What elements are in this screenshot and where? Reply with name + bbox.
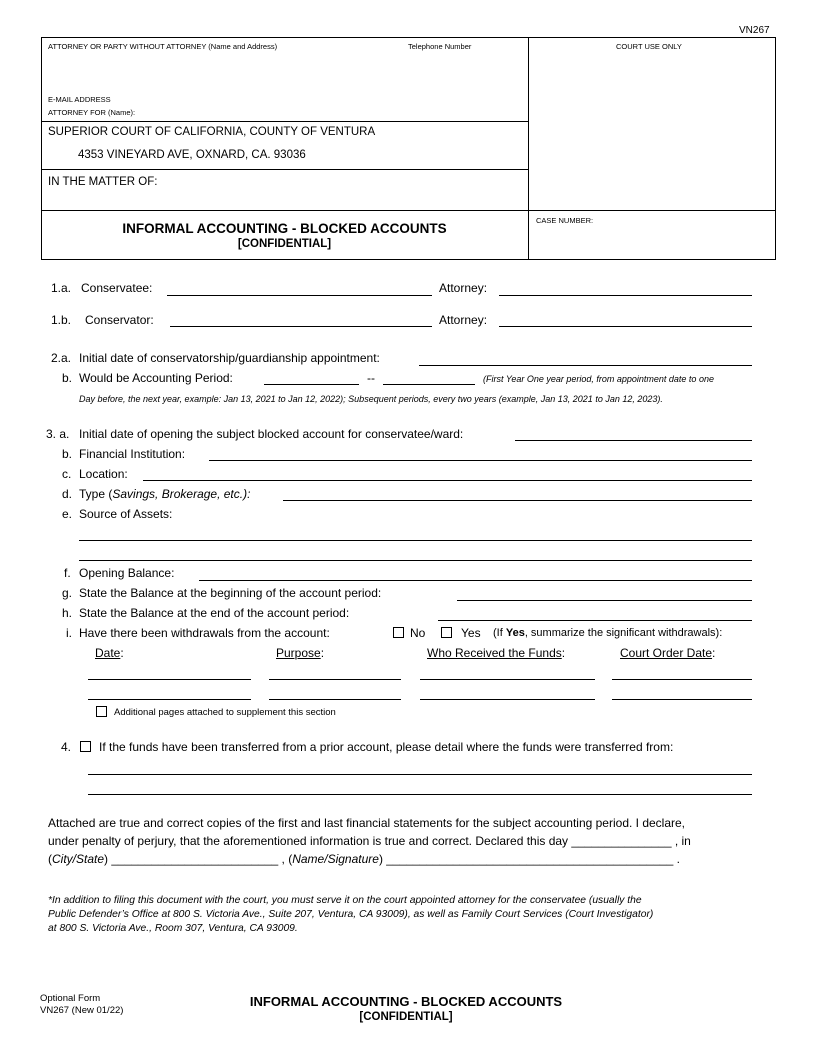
item-3a-number: 3. a. <box>46 427 70 441</box>
attorney-for-label: ATTORNEY FOR (Name): <box>48 108 136 117</box>
withdrawals-no-label: No <box>410 626 426 640</box>
item-1b-number: 1.b. <box>51 313 72 327</box>
item-3b-number: b. <box>62 447 73 461</box>
period-note-2: Day before, the next year, example: Jan 13, 2021 to Jan 12, 2022); Subsequent periods, every two years (example, Jan 13, 2021 to Jan 12, 2023). <box>79 394 663 404</box>
conservator-attorney-field[interactable] <box>499 326 752 327</box>
withdrawal-date-field[interactable] <box>88 679 251 680</box>
conservator-field[interactable] <box>170 326 432 327</box>
account-open-date-label: Initial date of opening the subject blocked account for conservatee/ward: <box>79 427 464 441</box>
form-subtitle: [CONFIDENTIAL] <box>237 238 332 250</box>
col-date-colon: : <box>120 646 124 660</box>
col-who-header <box>427 646 565 660</box>
additional-pages-label: Additional pages attached to supplement this section <box>114 707 336 718</box>
period-note-1: (First Year One year period, from appointment date to one <box>483 374 714 384</box>
source-of-assets-line-1[interactable] <box>79 540 752 541</box>
court-use-label: COURT USE ONLY <box>616 42 682 51</box>
conservatee-attorney-field[interactable] <box>499 295 752 296</box>
caption-rule <box>41 121 528 122</box>
item-3g-number: g. <box>62 586 73 600</box>
account-open-date-field[interactable] <box>515 440 752 441</box>
email-label: E-MAIL ADDRESS <box>48 95 111 104</box>
withdrawal-who-field[interactable] <box>420 679 595 680</box>
col-order-colon: : <box>712 646 716 660</box>
name-signature-blank: ) ___________________________________________ . <box>378 852 680 866</box>
period-dash: -- <box>367 371 375 385</box>
col-order-header <box>620 646 715 660</box>
col-date-header <box>95 646 124 660</box>
caption-rule <box>41 210 776 211</box>
col-who-text: Who Received the Funds <box>427 646 562 660</box>
additional-pages-checkbox[interactable] <box>96 706 107 717</box>
item-3d-number: d. <box>62 487 73 501</box>
matter-label: IN THE MATTER OF: <box>48 176 158 188</box>
source-of-assets-label: Source of Assets: <box>79 507 173 521</box>
account-type-field[interactable] <box>283 500 752 501</box>
form-id: VN267 <box>739 25 770 36</box>
transfer-details-line-2[interactable] <box>88 794 752 795</box>
item-3i-number: i. <box>66 626 72 640</box>
transfer-label: If the funds have been transferred from a prior account, please detail where the funds were transferred from: <box>99 740 674 754</box>
caption-divider <box>528 37 529 260</box>
caption-rule <box>41 169 528 170</box>
withdrawal-who-field[interactable] <box>420 699 595 700</box>
financial-institution-field[interactable] <box>209 460 752 461</box>
col-who-colon: : <box>561 646 566 660</box>
withdrawals-label: Have there been withdrawals from the account: <box>79 626 330 640</box>
account-type-label-text: Type ( <box>79 487 113 501</box>
yes-note-pre: (If <box>493 627 506 639</box>
col-order-text: Court Order Date <box>620 646 713 660</box>
ending-balance-label: State the Balance at the end of the account period: <box>79 606 350 620</box>
city-state-blank: ) _________________________ , ( <box>104 852 293 866</box>
item-1a-number: 1.a. <box>51 281 72 295</box>
conservatee-label: Conservatee: <box>81 281 153 295</box>
period-start-field[interactable] <box>264 384 359 385</box>
item-2b-number: b. <box>62 371 73 385</box>
telephone-label: Telephone Number <box>408 42 472 51</box>
opening-balance-label: Opening Balance: <box>79 566 175 580</box>
beginning-balance-label: State the Balance at the beginning of the account period: <box>79 586 382 600</box>
withdrawal-order-field[interactable] <box>612 699 752 700</box>
beginning-balance-field[interactable] <box>457 600 752 601</box>
declaration-line-2: under penalty of perjury, that the aforementioned information is true and correct. Declared this day _______________ , in <box>48 834 691 848</box>
footer-title: INFORMAL ACCOUNTING - BLOCKED ACCOUNTS <box>249 994 563 1009</box>
col-purpose-text: Purpose <box>276 646 321 660</box>
withdrawal-order-field[interactable] <box>612 679 752 680</box>
city-state-label: City/State <box>52 852 105 866</box>
transfer-details-line-1[interactable] <box>88 774 752 775</box>
col-purpose-colon: : <box>320 646 325 660</box>
col-date-text: Date <box>95 646 121 660</box>
footnote-line-2: Public Defender’s Office at 800 S. Victoria Ave., Suite 207, Ventura, CA 93009), as well as Family Court Services (Court Investigator) <box>48 909 654 920</box>
period-end-field[interactable] <box>383 384 475 385</box>
withdrawals-yes-label: Yes <box>461 626 481 640</box>
case-number-label: CASE NUMBER: <box>536 216 594 225</box>
appointment-date-field[interactable] <box>419 365 752 366</box>
opening-balance-field[interactable] <box>199 580 752 581</box>
withdrawal-date-field[interactable] <box>88 699 251 700</box>
footnote-line-3: at 800 S. Victoria Ave., Room 307, Ventura, CA 93009. <box>48 923 298 934</box>
item-3e-number: e. <box>62 507 73 521</box>
location-label: Location: <box>79 467 128 481</box>
footer-revision: VN267 (New 01/22) <box>40 1005 124 1016</box>
conservatee-field[interactable] <box>167 295 432 296</box>
court-name: SUPERIOR COURT OF CALIFORNIA, COUNTY OF VENTURA <box>48 126 376 138</box>
col-purpose-header <box>276 646 324 660</box>
attorney-label: ATTORNEY OR PARTY WITHOUT ATTORNEY (Name and Address) <box>48 42 278 51</box>
footer-optional-form: Optional Form <box>40 993 101 1004</box>
withdrawal-purpose-field[interactable] <box>269 699 401 700</box>
item-2a-number: 2.a. <box>51 351 72 365</box>
location-field[interactable] <box>143 480 752 481</box>
declaration-line-1: Attached are true and correct copies of the first and last financial statements for the subject accounting period. I declare, <box>48 816 686 830</box>
court-address: 4353 VINEYARD AVE, OXNARD, CA. 93036 <box>78 149 306 161</box>
name-signature-label: Name/Signature <box>292 852 379 866</box>
footer-subtitle: [CONFIDENTIAL] <box>359 1011 453 1023</box>
item-3f-number: f. <box>64 566 71 580</box>
declaration-line-3: (City/State) _________________________ , (Name/Signature) ___________________________________________ . <box>48 852 680 866</box>
withdrawals-yes-checkbox[interactable] <box>441 627 452 638</box>
transfer-checkbox[interactable] <box>80 741 91 752</box>
conservatee-attorney-label: Attorney: <box>439 281 488 295</box>
withdrawals-yes-note <box>493 627 722 639</box>
item-4-number: 4. <box>61 740 72 754</box>
yes-note-bold: Yes <box>505 627 525 639</box>
account-type-label-examples: Savings, Brokerage, etc.): <box>112 487 251 501</box>
yes-note-post: , summarize the significant withdrawals): <box>524 627 723 639</box>
form-title: INFORMAL ACCOUNTING - BLOCKED ACCOUNTS <box>122 221 447 236</box>
source-of-assets-line-2[interactable] <box>79 560 752 561</box>
ending-balance-field[interactable] <box>438 620 752 621</box>
footnote-line-1: *In addition to filing this document with the court, you must serve it on the court appointed attorney for the conservatee (usually the <box>48 895 642 906</box>
conservator-label: Conservator: <box>85 313 154 327</box>
appointment-date-label: Initial date of conservatorship/guardianship appointment: <box>79 351 380 365</box>
financial-institution-label: Financial Institution: <box>79 447 186 461</box>
withdrawals-no-checkbox[interactable] <box>393 627 404 638</box>
item-3c-number: c. <box>62 467 72 481</box>
account-type-label <box>79 487 250 501</box>
item-3h-number: h. <box>62 606 73 620</box>
accounting-period-label: Would be Accounting Period: <box>79 371 233 385</box>
withdrawal-purpose-field[interactable] <box>269 679 401 680</box>
conservator-attorney-label: Attorney: <box>439 313 488 327</box>
